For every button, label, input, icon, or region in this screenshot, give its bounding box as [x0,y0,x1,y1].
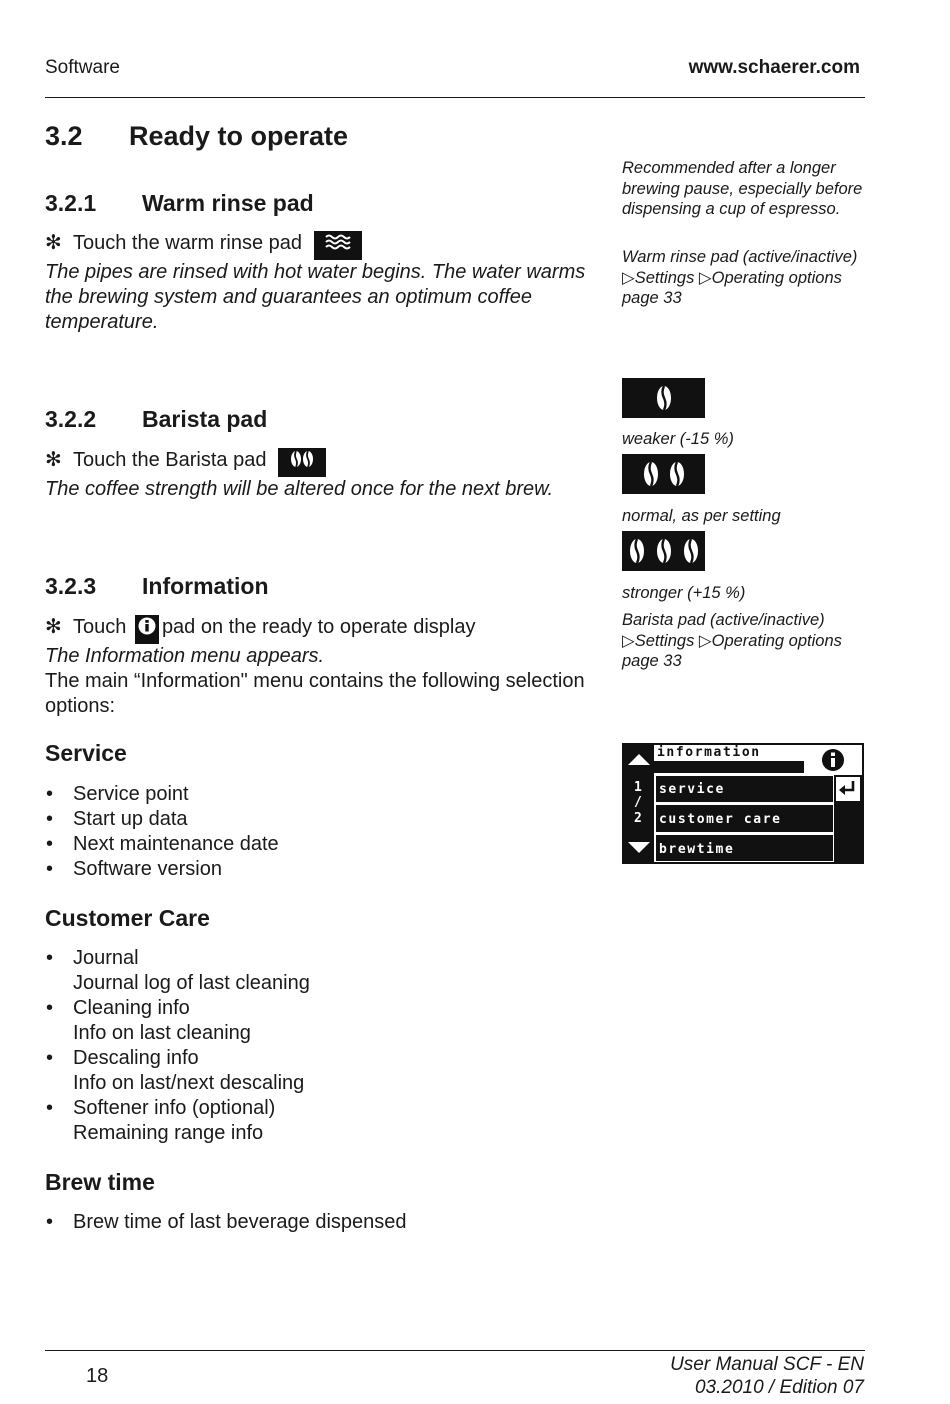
customer-care-list [45,946,310,1146]
title-underbar [654,761,804,773]
triangle-right-icon: ▷ [622,631,635,650]
information-action-before: Touch [73,616,127,638]
return-arrow-icon [836,777,860,801]
bean-stronger-icon [622,531,705,571]
list-item: • Brew time of last beverage dispensed [45,1210,407,1235]
page-total: 2 [634,811,644,826]
triangle-right-icon: ▷ [698,631,712,650]
warm-rinse-result: The pipes are rinsed with hot water begins. The water warms the brewing system and guarantees an optimum coffee temperature. [45,261,586,333]
barista-result: The coffee strength will be altered once for the next brew. [45,478,554,500]
warm-rinse-pad-icon [314,231,362,260]
display-title: information [657,745,761,760]
barista-number: 3.2.2 [45,406,97,432]
page-current: 1 [634,780,644,795]
ref-settings: Settings [634,268,695,287]
footer-manual: User Manual SCF - EN [670,1354,864,1375]
list-item [45,996,310,1046]
barista-reference [622,610,867,672]
barista-pad-icon [278,448,326,477]
info-pad-icon [135,615,159,644]
header-rule [45,97,865,98]
action-asterisk-icon: ✻ [45,232,62,254]
barista-title: Barista pad [142,406,268,432]
item-detail: Journal log of last cleaning [73,972,310,994]
header-section: Software [45,57,120,78]
header-website: www.schaerer.com [688,57,860,78]
section-title [45,121,348,152]
warm-rinse-action-text: Touch the warm rinse pad [73,232,303,254]
barista-action-text: Touch the Barista pad [73,449,267,471]
barista-body [45,448,590,502]
list-item: • Service point [45,782,279,807]
footer-manual-info [670,1353,864,1399]
rinse-ref-title: Warm rinse pad (active/inactive) [622,248,858,266]
menu-item-brewtime[interactable] [655,834,834,862]
barista-ref-title: Barista pad (active/inactive) [622,611,825,629]
warm-rinse-heading [45,190,314,217]
footer-rule [45,1350,865,1351]
list-item [45,946,310,996]
information-heading [45,573,269,600]
triangle-right-icon: ▷ [698,268,712,287]
information-display [622,743,864,864]
warm-rinse-action [45,231,590,260]
ref-page: page 33 [622,652,682,670]
weaker-label: weaker (-15 %) [622,430,734,448]
warm-rinse-title: Warm rinse pad [142,190,314,216]
triangle-right-icon: ▷ [622,268,635,287]
information-number: 3.2.3 [45,573,97,599]
arrow-down-icon [624,834,654,862]
action-asterisk-icon: ✻ [45,616,62,638]
scroll-up-button[interactable] [624,745,654,775]
item-label: • Cleaning info [73,997,190,1019]
menu-item-label: brewtime [659,842,735,857]
warm-rinse-number: 3.2.1 [45,190,97,216]
display-side-panel [834,803,862,862]
service-heading: Service [45,740,127,766]
item-label: • Descaling info [73,1047,199,1069]
information-action [45,615,590,644]
rinse-reference [622,247,867,309]
page-separator: / [634,795,644,810]
customer-care-heading: Customer Care [45,905,210,931]
page-number: 18 [86,1365,109,1387]
item-label: • Softener info (optional) [73,1097,276,1119]
list-item: • Software version [45,857,279,882]
stronger-label: stronger (+15 %) [622,584,746,602]
menu-item-label: customer care [659,812,782,827]
list-item [45,1096,310,1146]
display-title-bar [654,745,804,761]
ref-operating: Operating options [711,631,842,650]
warm-rinse-body [45,231,590,335]
information-result: The Information menu appears. [45,645,325,667]
list-item: • Next maintenance date [45,832,279,857]
bean-weaker-icon [622,378,705,418]
item-detail: Info on last cleaning [73,1022,251,1044]
section-title-text: Ready to operate [129,121,349,151]
back-button[interactable] [834,775,862,803]
brew-time-list [45,1210,407,1235]
bean-normal-icon [622,454,705,494]
information-action-after: pad on the ready to operate display [161,616,476,638]
brew-time-heading: Brew time [45,1169,155,1195]
ref-settings: Settings [634,631,695,650]
normal-label: normal, as per setting [622,507,781,525]
info-icon [820,747,846,777]
footer-edition: 03.2010 / Edition 07 [694,1377,864,1398]
section-number: 3.2 [45,121,83,151]
list-item: • Start up data [45,807,279,832]
barista-action [45,448,590,477]
list-item [45,1046,310,1096]
ref-operating: Operating options [711,268,842,287]
page-indicator [624,775,654,834]
ref-page: page 33 [622,289,682,307]
menu-item-customer-care[interactable] [655,804,834,833]
item-detail: Remaining range info [73,1122,264,1144]
scroll-down-button[interactable] [624,834,654,862]
item-detail: Info on last/next descaling [73,1072,305,1094]
service-list [45,782,279,882]
information-title: Information [142,573,269,599]
arrow-up-icon [624,745,654,775]
rinse-note: Recommended after a longer brewing pause, especially before dispensing a cup of espresso. [622,159,863,218]
menu-item-label: service [659,782,725,797]
barista-heading [45,406,267,433]
information-intro: The main “Information" menu contains the following selection options: [45,670,585,717]
item-label: • Journal [73,947,139,969]
action-asterisk-icon: ✻ [45,449,62,471]
information-body [45,615,590,719]
menu-item-service[interactable] [655,775,834,803]
